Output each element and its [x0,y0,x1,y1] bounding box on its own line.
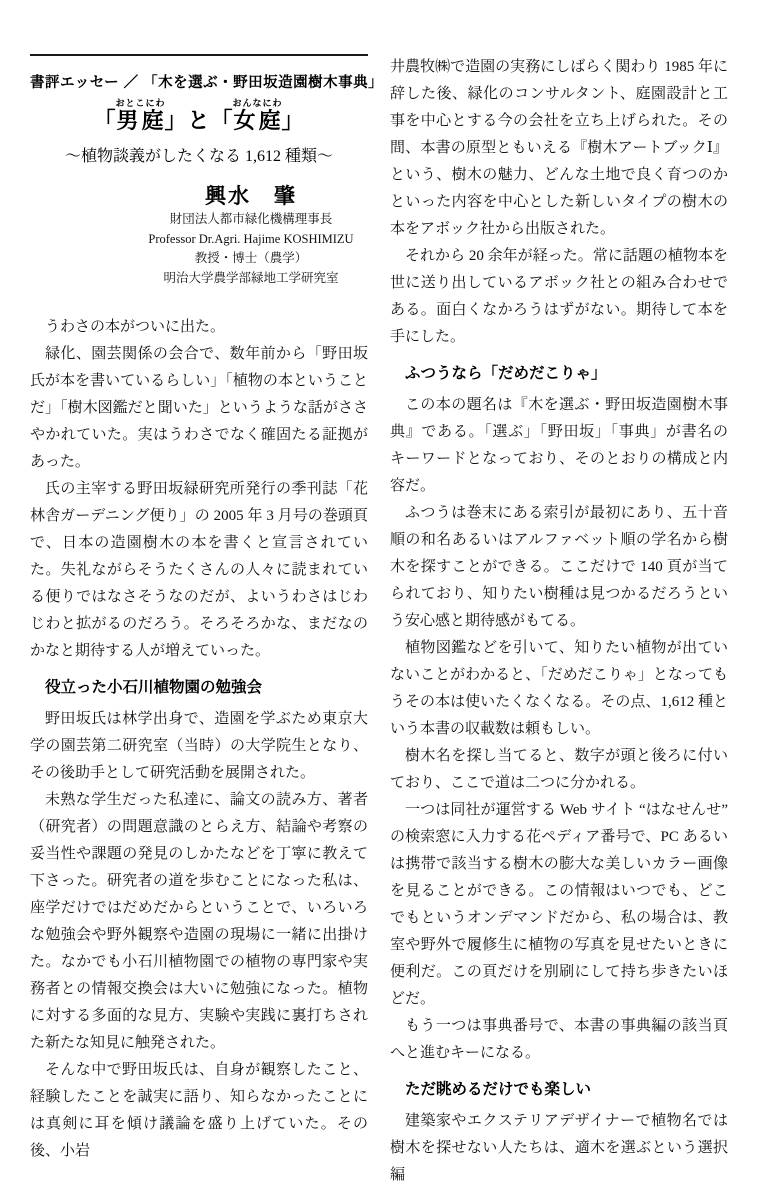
author-affiliation: 明治大学農学部緑地工学研究室 [163,270,339,285]
body-paragraph: この本の題名は『木を選ぶ・野田坂造園樹木事典』である。「選ぶ」「野田坂」「事典」が書名のキーワードとなっており、そのとおりの構成と内容だ。 [390,397,728,494]
author-affiliations [134,210,368,288]
author-block [30,180,368,288]
body-paragraph: 緑化、園芸関係の会合で、数年前から「野田坂氏が本を書いているらしい」「植物の本ということだ」「樹木図鑑だと聞いた」というような話がささやかれていた。実はうわさでなく確固たる証拠があった。 [30,346,368,470]
body-paragraph: 一つは同社が運営する Web サイト “はなせんせ” の検索窓に入力する花ペディア番号で、PC あるいは携帯で該当する樹木の膨大な美しいカラー画像を見ることができる。この情報はいつでも、どこでもというオンデマンドだから、私の場合は、教室や野外で履修生に植物の写真を見せたいときに便利だ。この頁だけを別刷にして持ち歩きたいほどだ。 [390,802,728,1007]
body-paragraph: 建築家やエクステリアデザイナーで植物名では樹木を探せない人たちは、適木を選ぶという選択編 [390,1113,728,1183]
rubric: 書評エッセー ／ 「木を選ぶ・野田坂造園樹木事典」 [30,75,384,91]
section-heading: ただ眺めるだけでも楽しい [405,1081,592,1098]
title-ruby-word: 男庭おとこにわ [115,98,166,133]
body-paragraph: 未熟な学生だった私達に、論文の読み方、著者（研究者）の問題意識のとらえ方、結論や考察の妥当性や課題の発見のしかたなどを丁寧に教えて下さった。研究者の道を歩むことになった私は、座学だけではだめだからということで、いろいろな勉強会や野外観察や造園の現場に一緒に出掛けた。なかでも小石川植物園での植物の専門家や実務者との情報交換会は大いに勉強になった。植物に対する多面的な見方、実験や実践に裏打ちされた新たな知見に触発された。 [30,792,368,1051]
article-title: 「男庭おとこにわ」と「女庭おんなにわ」 [93,98,305,133]
right-column [390,0,728,1189]
author-affiliation: 財団法人都市緑化機構理事長 [169,212,333,226]
body-paragraph: 野田坂氏は林学出身で、造園を学ぶため東京大学の園芸第二研究室（当時）の大学院生となり、その後助手として研究活動を展開された。 [30,711,368,781]
right-column-body [390,54,728,1189]
body-paragraph: もう一つは事典番号で、本書の事典編の該当頁へと進むキーになる。 [390,1018,728,1061]
body-paragraph: 樹木名を探し当てると、数字が頭と後ろに付いており、ここで道は二つに分かれる。 [390,748,728,791]
body-paragraph: そんな中で野田坂氏は、自身が観察したこと、経験したことを誠実に語り、知らなかったことには真剣に耳を傾け議論を盛り上げていた。その後、小岩 [30,1062,368,1159]
author-affiliation: Professor Dr.Agri. Hajime KOSHIMIZU [148,231,354,246]
header-divider [30,54,368,56]
body-paragraph: 井農牧㈱で造園の実務にしばらく関わり 1985 年に辞した後、緑化のコンサルタント、庭園設計と工事を中心とする今の会社を立ち上げられた。その間、本書の原型ともいえる『樹木アートブックⅠ』という、樹木の魅力、どんな土地で良く育つのかといった内容を中心とした新しいタイプの樹木の本をアボック社から出版された。 [390,59,728,237]
section-heading: 役立った小石川植物園の勉強会 [45,679,263,696]
section-heading: ふつうなら「だめだこりゃ」 [405,365,607,382]
left-column [30,0,384,1189]
body-paragraph: ふつうは巻末にある索引が最初にあり、五十音順の和名あるいはアルファベット順の学名から樹木を探すことができる。ここだけで 140 頁が当てられており、知りたい樹種は見つかるだろうという安心感と期待感がもてる。 [390,505,728,629]
body-paragraph: うわさの本がついに出た。 [45,319,226,335]
left-column-body [30,314,368,1165]
body-paragraph: それから 20 余年が経った。常に話題の植物本を世に送り出しているアボック社との組み合わせである。面白くなかろうはずがない。期待して本を手にした。 [390,248,728,345]
body-paragraph: 植物図鑑などを引いて、知りたい植物が出ていないことがわかると、「だめだこりゃ」となってもうその本は使いたくなくなる。その点、1,612 種という本書の収載数は頼もしい。 [390,640,728,737]
author-name: 興水 肇 [205,184,297,208]
subtitle: ～植物談義がしたくなる 1,612 種類～ [64,148,333,165]
title-ruby-word: 女庭おんなにわ [232,98,283,133]
body-paragraph: 氏の主宰する野田坂緑研究所発行の季刊誌「花林舎ガーデニング便り」の 2005 年 3 月号の巻頭頁で、日本の造園樹木の本を書くと宣言されていた。失礼ながらそうたくさんの人々に読まれている便りではなさそうなのだが、よいうわさはじわじわと拡がるのだろう。そろそろかな、まだなのかなと期待する人が増えていった。 [30,481,368,659]
author-affiliation: 教授・博士（農学） [194,251,308,265]
